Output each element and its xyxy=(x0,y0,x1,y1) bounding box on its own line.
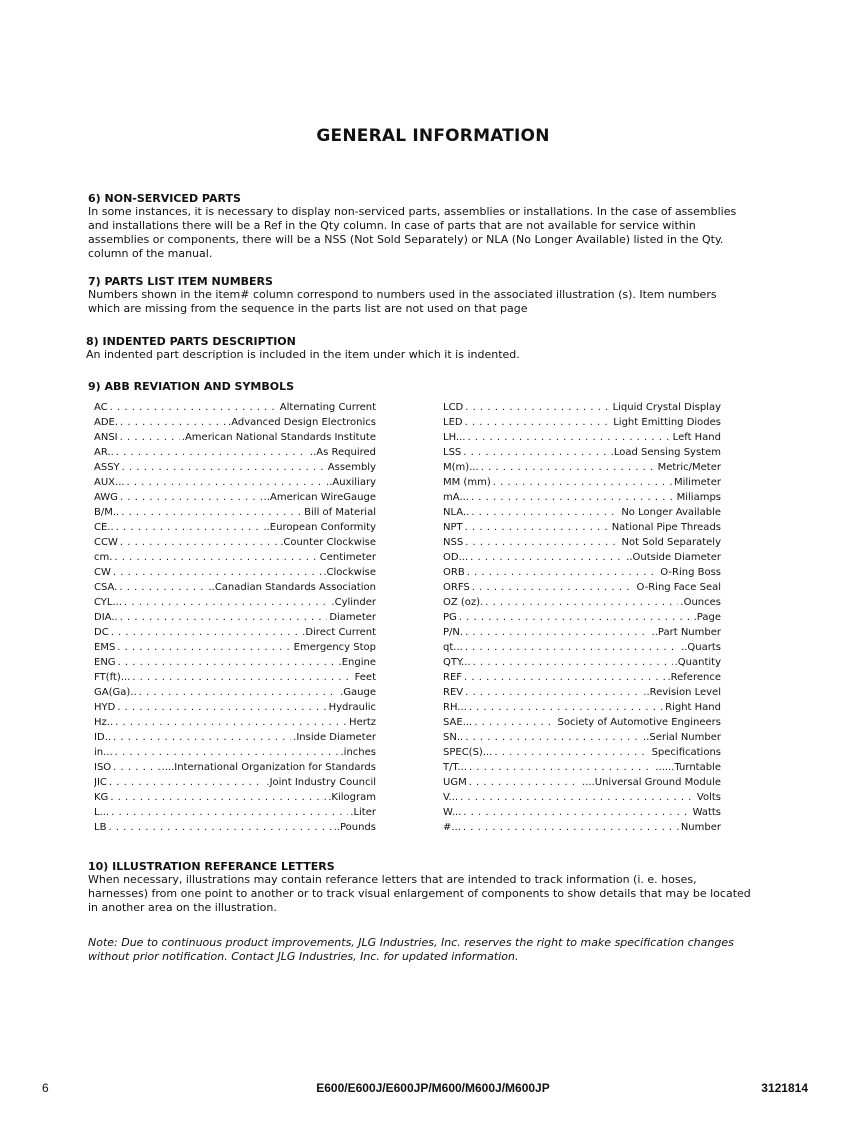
abbreviation-meaning: .inches xyxy=(340,747,376,758)
abbreviation-meaning: .American National Standards Institute xyxy=(181,432,376,443)
abbreviation-meaning: Milimeter xyxy=(673,477,721,488)
abbreviation-row xyxy=(443,700,721,715)
abbreviation-meaning: O-Ring Face Seal xyxy=(636,582,721,593)
abbreviation-term: CCW xyxy=(94,537,118,548)
abbreviation-row xyxy=(94,640,376,655)
abbreviation-meaning: ..Revision Level xyxy=(643,687,721,698)
section-heading: 9) ABB REVIATION AND SYMBOLS xyxy=(88,380,295,393)
abbreviation-term: in... xyxy=(94,747,113,758)
abbreviation-row xyxy=(443,820,721,835)
abbreviation-list-right xyxy=(443,400,721,835)
abbreviation-row xyxy=(94,565,376,580)
abbreviation-meaning: ..European Conformity xyxy=(263,522,376,533)
dot-leader xyxy=(464,670,665,685)
dot-leader xyxy=(117,700,326,715)
abbreviation-term: NPT xyxy=(443,522,463,533)
abbreviation-meaning: Volts xyxy=(696,792,721,803)
dot-leader xyxy=(120,490,262,505)
abbreviation-meaning: Light Emitting Diodes xyxy=(613,417,721,428)
section-body: When necessary, illustrations may contain referance letters that are intended to track information (i. e. hoses, harnesses) from one point to another or to track visual enlargement of components to show details that may be located in another area on the illustration. xyxy=(88,873,751,914)
abbreviation-meaning: ..Quarts xyxy=(681,642,721,653)
abbreviation-meaning: .Engine xyxy=(338,657,376,668)
section-heading: 10) ILLUSTRATION REFERANCE LETTERS xyxy=(88,860,335,873)
abbreviation-meaning: Assembly xyxy=(327,462,376,473)
abbreviation-meaning: Centimeter xyxy=(319,552,376,563)
abbreviation-term: PG xyxy=(443,612,457,623)
abbreviation-term: FT(ft)... xyxy=(94,672,131,683)
abbreviation-row xyxy=(443,625,721,640)
abbreviation-term: NLA.. xyxy=(443,507,470,518)
dot-leader xyxy=(474,715,555,730)
abbreviation-term: L... xyxy=(94,807,110,818)
dot-leader xyxy=(119,580,206,595)
abbreviation-meaning: .Clockwise xyxy=(323,567,376,578)
abbreviation-term: V... xyxy=(443,792,459,803)
abbreviation-meaning: Feet xyxy=(354,672,376,683)
abbreviation-meaning: .Cylinder xyxy=(331,597,376,608)
abbreviation-row xyxy=(94,460,376,475)
abbreviation-term: ANSI xyxy=(94,432,118,443)
abbreviation-term: AWG xyxy=(94,492,118,503)
dot-leader xyxy=(481,460,656,475)
abbreviation-row xyxy=(94,685,376,700)
abbreviation-row xyxy=(94,760,376,775)
abbreviation-list-left xyxy=(94,400,376,835)
abbreviation-row xyxy=(443,775,721,790)
abbreviation-term: T/T... xyxy=(443,762,467,773)
abbreviation-row xyxy=(94,400,376,415)
abbreviation-meaning: ..Canadian Standards Association xyxy=(208,582,376,593)
dot-leader xyxy=(116,520,262,535)
dot-leader xyxy=(110,790,326,805)
abbreviation-term: Hz.. xyxy=(94,717,114,728)
abbreviation-meaning: Metric/Meter xyxy=(657,462,721,473)
dot-leader xyxy=(465,730,641,745)
abbreviation-term: ENG xyxy=(94,657,116,668)
abbreviation-term: DC xyxy=(94,627,109,638)
dot-leader xyxy=(465,625,649,640)
abbreviation-row xyxy=(443,430,721,445)
disclaimer-note: Note: Due to continuous product improvements, JLG Industries, Inc. reserves the right to make specification changes without prior notification. Contact JLG Industries, Inc. for updated information. xyxy=(88,936,734,963)
abbreviation-meaning: .Quantity xyxy=(674,657,721,668)
dot-leader xyxy=(117,640,291,655)
abbreviation-meaning: .Load Sensing System xyxy=(610,447,721,458)
abbreviation-term: REV xyxy=(443,687,464,698)
section-heading: 7) PARTS LIST ITEM NUMBERS xyxy=(88,275,273,288)
abbreviation-term: AC xyxy=(94,402,108,413)
abbreviation-meaning: Miliamps xyxy=(676,492,721,503)
dot-leader xyxy=(465,535,619,550)
abbreviation-term: QTY... xyxy=(443,657,471,668)
section-illustration-letters xyxy=(88,860,753,915)
abbreviation-meaning: Hydraulic xyxy=(328,702,376,713)
dot-leader xyxy=(118,655,337,670)
abbreviation-meaning: Watts xyxy=(692,807,721,818)
dot-leader xyxy=(139,685,338,700)
footer-doc-number: 3121814 xyxy=(761,1081,808,1095)
abbreviation-term: ASSY xyxy=(94,462,120,473)
dot-leader xyxy=(459,610,692,625)
dot-leader xyxy=(111,625,300,640)
dot-leader xyxy=(470,550,624,565)
dot-leader xyxy=(110,400,278,415)
dot-leader xyxy=(116,445,308,460)
dot-leader xyxy=(465,520,610,535)
abbreviation-term: ID.. xyxy=(94,732,112,743)
abbreviation-term: M(m)... xyxy=(443,462,479,473)
dot-leader xyxy=(465,400,610,415)
abbreviation-row xyxy=(443,520,721,535)
dot-leader xyxy=(109,775,265,790)
section-body: Numbers shown in the item# column correspond to numbers used in the associated illustration (s). Item numbers which are missing from the sequence in the parts list are not used on that page xyxy=(88,288,717,315)
abbreviation-meaning: .Reference xyxy=(667,672,721,683)
page-title: GENERAL INFORMATION xyxy=(316,126,550,146)
abbreviation-row xyxy=(443,790,721,805)
abbreviation-row xyxy=(94,445,376,460)
abbreviation-row xyxy=(94,430,376,445)
dot-leader xyxy=(132,670,352,685)
abbreviation-meaning: ..As Required xyxy=(309,447,376,458)
abbreviation-term: CE.. xyxy=(94,522,114,533)
abbreviation-meaning: National Pipe Threads xyxy=(611,522,721,533)
abbreviation-meaning: ..Part Number xyxy=(651,627,721,638)
abbreviation-meaning: .Advanced Design Electronics xyxy=(228,417,376,428)
section-heading: 8) INDENTED PARTS DESCRIPTION xyxy=(86,335,296,348)
abbreviation-term: qt... xyxy=(443,642,463,653)
dot-leader xyxy=(467,430,670,445)
dot-leader xyxy=(122,460,326,475)
abbreviation-meaning: ..Auxiliary xyxy=(326,477,376,488)
abbreviation-term: SAE... xyxy=(443,717,473,728)
abbreviation-row xyxy=(94,790,376,805)
abbreviation-row xyxy=(94,715,376,730)
abbreviation-meaning: Right Hand xyxy=(665,702,721,713)
abbreviation-meaning: Bill of Material xyxy=(304,507,376,518)
section-heading: 6) NON-SERVICED PARTS xyxy=(88,192,241,205)
abbreviation-row xyxy=(94,550,376,565)
abbreviation-meaning: Number xyxy=(680,822,721,833)
dot-leader xyxy=(463,805,690,820)
abbreviation-term: MM (mm) xyxy=(443,477,491,488)
dot-leader xyxy=(120,430,180,445)
abbreviation-meaning: .Inside Diameter xyxy=(293,732,376,743)
dot-leader xyxy=(471,490,675,505)
abbreviation-term: LCD xyxy=(443,402,464,413)
dot-leader xyxy=(114,550,317,565)
dot-leader xyxy=(121,505,302,520)
section-parts-list-item-numbers xyxy=(88,275,748,316)
dot-leader xyxy=(120,415,226,430)
abbreviation-row xyxy=(94,415,376,430)
abbreviation-meaning: Society of Automotive Engineers xyxy=(557,717,721,728)
abbreviation-row xyxy=(94,505,376,520)
abbreviation-row xyxy=(94,730,376,745)
abbreviation-meaning: .Direct Current xyxy=(302,627,376,638)
abbreviation-row xyxy=(94,700,376,715)
dot-leader xyxy=(465,640,679,655)
abbreviation-meaning: ..Serial Number xyxy=(642,732,721,743)
abbreviation-row xyxy=(443,460,721,475)
dot-leader xyxy=(463,445,608,460)
abbreviation-term: SN.. xyxy=(443,732,464,743)
abbreviation-meaning: ..Pounds xyxy=(333,822,376,833)
dot-leader xyxy=(127,475,325,490)
dot-leader xyxy=(120,535,278,550)
abbreviation-row xyxy=(443,760,721,775)
dot-leader xyxy=(113,760,159,775)
dot-leader xyxy=(469,700,663,715)
dot-leader xyxy=(463,820,679,835)
abbreviation-meaning: Emergency Stop xyxy=(293,642,376,653)
abbreviation-row xyxy=(443,805,721,820)
abbreviation-row xyxy=(94,520,376,535)
abbreviation-row xyxy=(94,775,376,790)
abbreviation-term: AUX... xyxy=(94,477,125,488)
abbreviation-meaning: .Kilogram xyxy=(328,792,376,803)
dot-leader xyxy=(111,805,348,820)
abbreviation-row xyxy=(443,730,721,745)
dot-leader xyxy=(493,475,672,490)
abbreviation-meaning: O-Ring Boss xyxy=(660,567,721,578)
abbreviation-meaning: .Gauge xyxy=(340,687,376,698)
abbreviation-meaning: Hertz xyxy=(349,717,376,728)
abbreviation-meaning: Left Hand xyxy=(672,432,721,443)
dot-leader xyxy=(113,565,321,580)
abbreviation-term: LSS xyxy=(443,447,462,458)
abbreviation-meaning: .Liter xyxy=(350,807,376,818)
abbreviation-row xyxy=(443,715,721,730)
abbreviation-meaning: Diameter xyxy=(329,612,376,623)
section-body: An indented part description is included in the item under which it is indented. xyxy=(86,348,520,361)
abbreviation-row xyxy=(443,505,721,520)
abbreviation-term: ORFS xyxy=(443,582,470,593)
abbreviation-row xyxy=(443,445,721,460)
abbreviation-meaning: ..American WireGauge xyxy=(263,492,376,503)
abbreviation-term: ORB xyxy=(443,567,465,578)
abbreviation-row xyxy=(94,580,376,595)
abbreviation-term: LB xyxy=(94,822,107,833)
abbreviation-row xyxy=(94,595,376,610)
abbreviation-term: UGM xyxy=(443,777,467,788)
abbreviation-row xyxy=(94,805,376,820)
abbreviation-term: DIA.. xyxy=(94,612,118,623)
abbreviation-row xyxy=(443,640,721,655)
abbreviation-term: P/N. xyxy=(443,627,464,638)
abbreviation-term: HYD xyxy=(94,702,116,713)
abbreviation-meaning: .Joint Industry Council xyxy=(266,777,376,788)
abbreviation-row xyxy=(94,655,376,670)
dot-leader xyxy=(465,685,641,700)
dot-leader xyxy=(108,820,331,835)
dot-leader xyxy=(120,610,328,625)
section-body: In some instances, it is necessary to display non-serviced parts, assemblies or installations. In the case of assemblies and installations there will be a Ref in the Qty column. In case of parts that are not available for service within assemblies or components, there will be a NSS (Not Sold Separately) or NLA (No Longer Available) listed in the Qty. column of the manual. xyxy=(88,205,737,260)
abbreviation-row xyxy=(443,400,721,415)
dot-leader xyxy=(485,595,678,610)
section-indented-parts xyxy=(86,335,746,362)
abbreviation-meaning: .Ounces xyxy=(680,597,721,608)
abbreviation-meaning: Alternating Current xyxy=(279,402,376,413)
footer-models: E600/E600J/E600JP/M600/M600J/M600JP xyxy=(316,1081,550,1095)
abbreviation-term: REF xyxy=(443,672,463,683)
abbreviation-row xyxy=(443,550,721,565)
abbreviation-meaning: .Counter Clockwise xyxy=(280,537,376,548)
abbreviation-meaning: Liquid Crystal Display xyxy=(612,402,721,413)
abbreviation-term: W... xyxy=(443,807,462,818)
abbreviation-meaning: Not Sold Separately xyxy=(621,537,721,548)
abbreviation-row xyxy=(94,670,376,685)
abbreviation-term: LH... xyxy=(443,432,466,443)
abbreviation-term: ISO xyxy=(94,762,112,773)
dot-leader xyxy=(469,760,653,775)
abbreviation-meaning: Specifications xyxy=(651,747,721,758)
section-non-serviced-parts xyxy=(88,192,748,261)
abbreviation-row xyxy=(94,820,376,835)
abbreviation-row xyxy=(443,655,721,670)
abbreviation-term: NSS xyxy=(443,537,464,548)
abbreviation-term: ADE. xyxy=(94,417,119,428)
abbreviation-row xyxy=(443,535,721,550)
footer-page-number: 6 xyxy=(42,1081,49,1095)
abbreviation-row xyxy=(443,595,721,610)
abbreviation-row xyxy=(443,490,721,505)
abbreviation-row xyxy=(94,610,376,625)
abbreviation-term: RH... xyxy=(443,702,467,713)
abbreviation-row xyxy=(443,415,721,430)
abbreviation-term: B/M.. xyxy=(94,507,120,518)
abbreviation-row xyxy=(443,685,721,700)
dot-leader xyxy=(494,745,649,760)
abbreviation-meaning: No Longer Available xyxy=(621,507,721,518)
abbreviation-row xyxy=(443,745,721,760)
abbreviation-row xyxy=(94,475,376,490)
dot-leader xyxy=(460,790,695,805)
abbreviation-term: CW xyxy=(94,567,111,578)
dot-leader xyxy=(467,565,659,580)
abbreviation-term: CSA. xyxy=(94,582,118,593)
abbreviation-term: #... xyxy=(443,822,461,833)
abbreviation-row xyxy=(443,580,721,595)
abbreviation-row xyxy=(443,610,721,625)
abbreviation-row xyxy=(94,625,376,640)
dot-leader xyxy=(113,730,291,745)
abbreviation-meaning: ....International Organization for Standards xyxy=(161,762,376,773)
abbreviation-term: EMS xyxy=(94,642,116,653)
abbreviation-term: AR.. xyxy=(94,447,114,458)
abbreviation-term: OZ (oz). xyxy=(443,597,484,608)
dot-leader xyxy=(469,775,580,790)
abbreviation-meaning: ......Turntable xyxy=(655,762,721,773)
abbreviation-term: OD... xyxy=(443,552,469,563)
section-abbreviations xyxy=(88,380,748,393)
abbreviation-term: CYL... xyxy=(94,597,123,608)
abbreviation-row xyxy=(443,670,721,685)
abbreviation-term: cm. xyxy=(94,552,113,563)
dot-leader xyxy=(124,595,329,610)
abbreviation-term: GA(Ga).. xyxy=(94,687,137,698)
abbreviation-term: mA... xyxy=(443,492,469,503)
abbreviation-row xyxy=(94,535,376,550)
abbreviation-row xyxy=(94,490,376,505)
dot-leader xyxy=(465,415,612,430)
dot-leader xyxy=(472,580,635,595)
abbreviation-meaning: ..Outside Diameter xyxy=(626,552,721,563)
abbreviation-term: LED xyxy=(443,417,463,428)
abbreviation-row xyxy=(94,745,376,760)
dot-leader xyxy=(115,745,339,760)
abbreviation-meaning: ....Universal Ground Module xyxy=(582,777,721,788)
abbreviation-term: SPEC(S)... xyxy=(443,747,493,758)
abbreviation-row xyxy=(443,475,721,490)
dot-leader xyxy=(115,715,347,730)
dot-leader xyxy=(471,505,619,520)
dot-leader xyxy=(473,655,673,670)
abbreviation-term: JIC xyxy=(94,777,107,788)
abbreviation-term: KG xyxy=(94,792,109,803)
abbreviation-meaning: .Page xyxy=(693,612,721,623)
abbreviation-row xyxy=(443,565,721,580)
